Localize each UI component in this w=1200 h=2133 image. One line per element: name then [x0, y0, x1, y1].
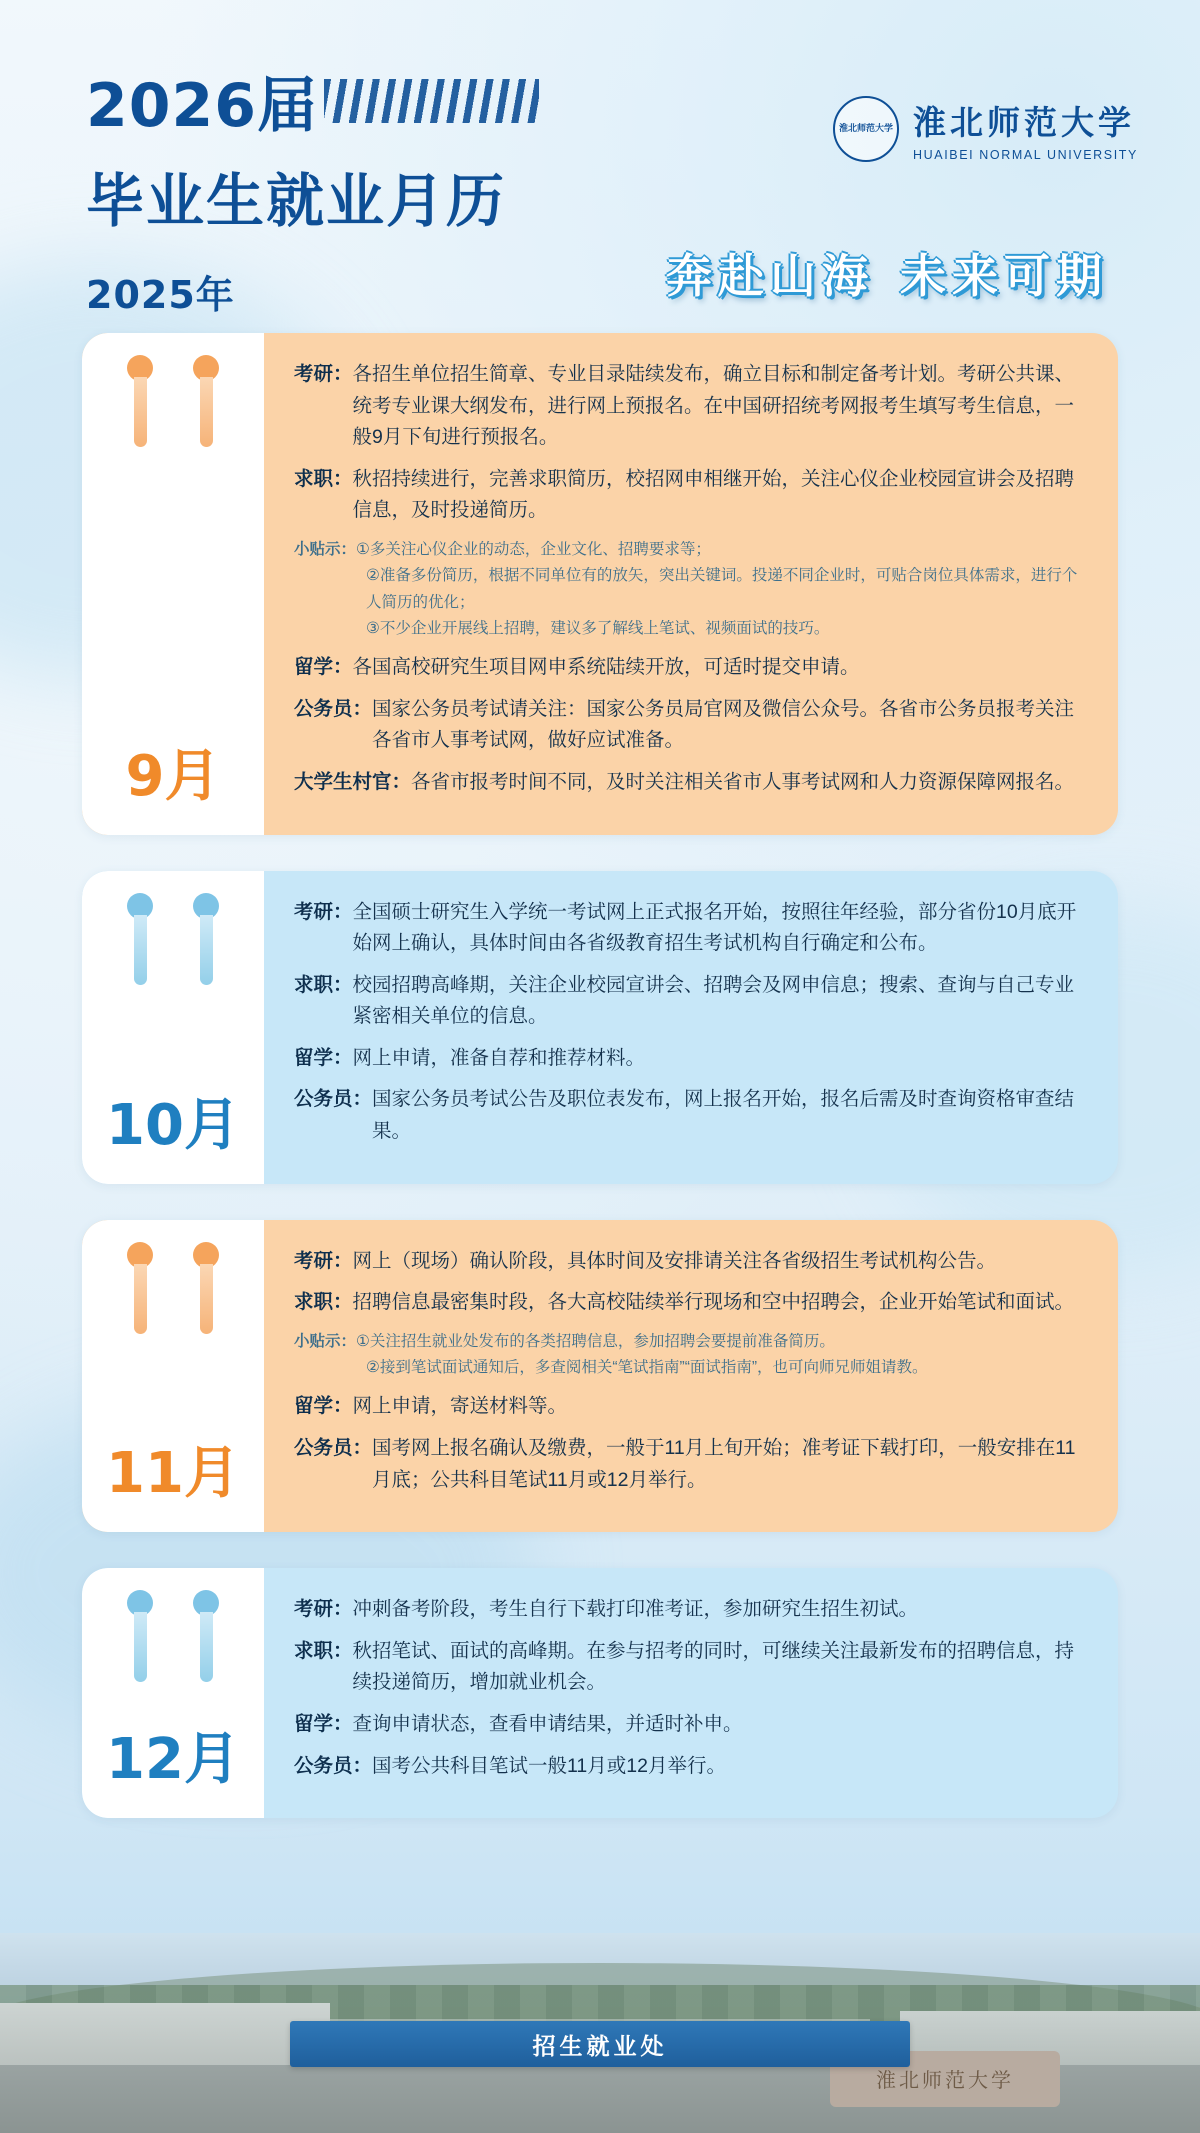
- footer-stone-text: 淮北师范大学: [876, 2068, 1014, 2092]
- university-logo: [833, 96, 1138, 162]
- month-content: [264, 333, 1118, 835]
- tips-line: ①关注招生就业处发布的各类招聘信息，参加招聘会要提前准备简历。: [356, 1332, 835, 1350]
- month-label: 11月: [106, 1441, 240, 1507]
- list-item: [294, 464, 1084, 527]
- row-text: 全国硕士研究生入学统一考试网上正式报名开始，按照往年经验，部分省份10月底开始网上确认，具体时间由各省级教育招生考试机构自行确定和公布。: [352, 900, 1077, 955]
- tips-block: [294, 537, 1084, 642]
- row-label: 留学：: [294, 656, 353, 679]
- list-item: [294, 1636, 1084, 1699]
- row-label: 考研：: [294, 900, 353, 923]
- list-item: [294, 694, 1084, 757]
- month-label-column: [82, 1568, 264, 1818]
- tips-line: ②准备多份简历，根据不同单位有的放矢，突出关键词。投递不同企业时，可贴合岗位具体需求，进行个人简历的优化；: [366, 567, 1078, 611]
- month-card-september: [82, 333, 1118, 835]
- university-name-block: [913, 97, 1138, 162]
- list-item: [294, 1246, 1084, 1278]
- row-text: 国家公务员考试请关注：国家公务员局官网及微信公众号。各省市公务员报考关注各省市人事考试网，做好应试准备。: [372, 697, 1075, 752]
- page-title-line2: 毕业生就业月历: [86, 167, 507, 235]
- month-card-october: [82, 871, 1118, 1184]
- row-label: 公务员：: [294, 1437, 373, 1460]
- row-text: 网上申请，寄送材料等。: [352, 1395, 568, 1418]
- list-item: [294, 652, 1084, 684]
- row-text: 各招生单位招生简章、专业目录陆续发布，确立目标和制定备考计划。考研公共课、统考专业课大纲发布，进行网上预报名。在中国研招统考网报考生填写考生信息，一般9月下旬进行预报名。: [352, 363, 1075, 449]
- footer-banner-text: 招生就业处: [532, 2032, 668, 2059]
- binder-rings-icon: [82, 1242, 264, 1334]
- binder-rings-icon: [82, 1590, 264, 1682]
- row-text: 招聘信息最密集时段，各大高校陆续举行现场和空中招聘会，企业开始笔试和面试。: [352, 1291, 1075, 1314]
- row-text: 查询申请状态，查看申请结果，并适时补申。: [352, 1712, 743, 1735]
- footer-campus-photo: [0, 1933, 1200, 2133]
- list-item: [294, 897, 1084, 960]
- university-seal-icon: 淮北师范大学: [833, 96, 899, 162]
- row-text: 各国高校研究生项目网申系统陆续开放，可适时提交申请。: [352, 656, 860, 679]
- tips-label: 小贴示：: [294, 1332, 357, 1350]
- list-item: [294, 1709, 1084, 1741]
- row-text: 网上申请，准备自荐和推荐材料。: [352, 1046, 646, 1069]
- list-item: [294, 970, 1084, 1033]
- list-item: [294, 1433, 1084, 1496]
- row-text: 各省市报考时间不同，及时关注相关省市人事考试网和人力资源保障网报名。: [411, 771, 1075, 793]
- month-label-column: [82, 333, 264, 835]
- slogan-right: 未来可期: [900, 249, 1108, 303]
- month-card-list: [0, 319, 1200, 1818]
- month-card-november: [82, 1220, 1118, 1533]
- row-text: 秋招笔试、面试的高峰期。在参与招考的同时，可继续关注最新发布的招聘信息，持续投递简历，增加就业机会。: [352, 1639, 1075, 1694]
- row-text: 冲刺备考阶段，考生自行下载打印准考证，参加研究生招生初试。: [352, 1598, 919, 1621]
- row-label: 留学：: [294, 1712, 353, 1735]
- binder-rings-icon: [82, 355, 264, 447]
- row-label: 求职：: [294, 1639, 353, 1662]
- row-label: 考研：: [294, 1598, 353, 1621]
- university-name-cn: 淮北师范大学: [913, 102, 1135, 142]
- list-item: [294, 1287, 1084, 1319]
- year-label: 2025年: [86, 273, 235, 317]
- month-label-column: [82, 871, 264, 1184]
- binder-rings-icon: [82, 893, 264, 985]
- row-label: 公务员：: [294, 1754, 373, 1777]
- tips-line: ②接到笔试面试通知后，多查阅相关“笔试指南”“面试指南”，也可向师兄师姐请教。: [366, 1359, 928, 1377]
- month-label-column: [82, 1220, 264, 1533]
- month-label: 10月: [106, 1092, 240, 1158]
- title-text-1: 2026届: [86, 71, 318, 141]
- row-text: 国考网上报名确认及缴费，一般于11月上旬开始；准考证下载打印，一般安排在11月底；公共科目笔试11月或12月举行。: [372, 1437, 1076, 1491]
- tips-block: [294, 1329, 1084, 1382]
- list-item: [294, 1751, 1084, 1783]
- row-label: 公务员：: [294, 697, 373, 720]
- poster-header: [0, 0, 1200, 319]
- row-label: 考研：: [294, 1249, 353, 1272]
- slogan: [666, 240, 1108, 306]
- month-content: [264, 871, 1118, 1184]
- row-text: 秋招持续进行，完善求职简历，校招网申相继开始，关注心仪企业校园宣讲会及招聘信息，及时投递简历。: [352, 467, 1075, 522]
- row-text: 国考公共科目笔试一般11月或12月举行。: [372, 1754, 726, 1777]
- row-label: 求职：: [294, 973, 353, 996]
- slogan-left: 奔赴山海: [666, 249, 874, 303]
- row-label: 求职：: [294, 467, 353, 490]
- month-label: 12月: [106, 1727, 240, 1793]
- row-label: 考研：: [294, 363, 353, 385]
- row-label: 留学：: [294, 1046, 353, 1069]
- list-item: [294, 1594, 1084, 1626]
- month-content: [264, 1568, 1118, 1818]
- tips-label: 小贴示：: [294, 540, 357, 558]
- row-label: 留学：: [294, 1395, 353, 1418]
- row-text: 校园招聘高峰期，关注企业校园宣讲会、招聘会及网申信息；搜索、查询与自己专业紧密相关单位的信息。: [352, 973, 1075, 1028]
- list-item: [294, 1391, 1084, 1423]
- row-label: 求职：: [294, 1291, 353, 1314]
- footer-banner: [290, 2021, 910, 2067]
- month-card-december: [82, 1568, 1118, 1818]
- month-label: 9月: [125, 743, 221, 809]
- list-item: [294, 1043, 1084, 1075]
- list-item: [294, 767, 1084, 799]
- month-content: [264, 1220, 1118, 1533]
- row-text: 网上（现场）确认阶段，具体时间及安排请关注各省级招生考试机构公告。: [352, 1249, 997, 1272]
- list-item: [294, 359, 1084, 454]
- row-label: 公务员：: [294, 1088, 373, 1111]
- row-label: 大学生村官：: [294, 771, 412, 793]
- row-text: 国家公务员考试公告及职位表发布，网上报名开始，报名后需及时查询资格审查结果。: [372, 1088, 1075, 1143]
- list-item: [294, 1084, 1084, 1147]
- university-name-en: HUAIBEI NORMAL UNIVERSITY: [913, 147, 1138, 162]
- tips-line: ③不少企业开展线上招聘，建议多了解线上笔试、视频面试的技巧。: [366, 619, 830, 637]
- tips-line: ①多关注心仪企业的动态，企业文化、招聘要求等；: [356, 540, 711, 558]
- stripe-decoration-icon: [324, 79, 539, 123]
